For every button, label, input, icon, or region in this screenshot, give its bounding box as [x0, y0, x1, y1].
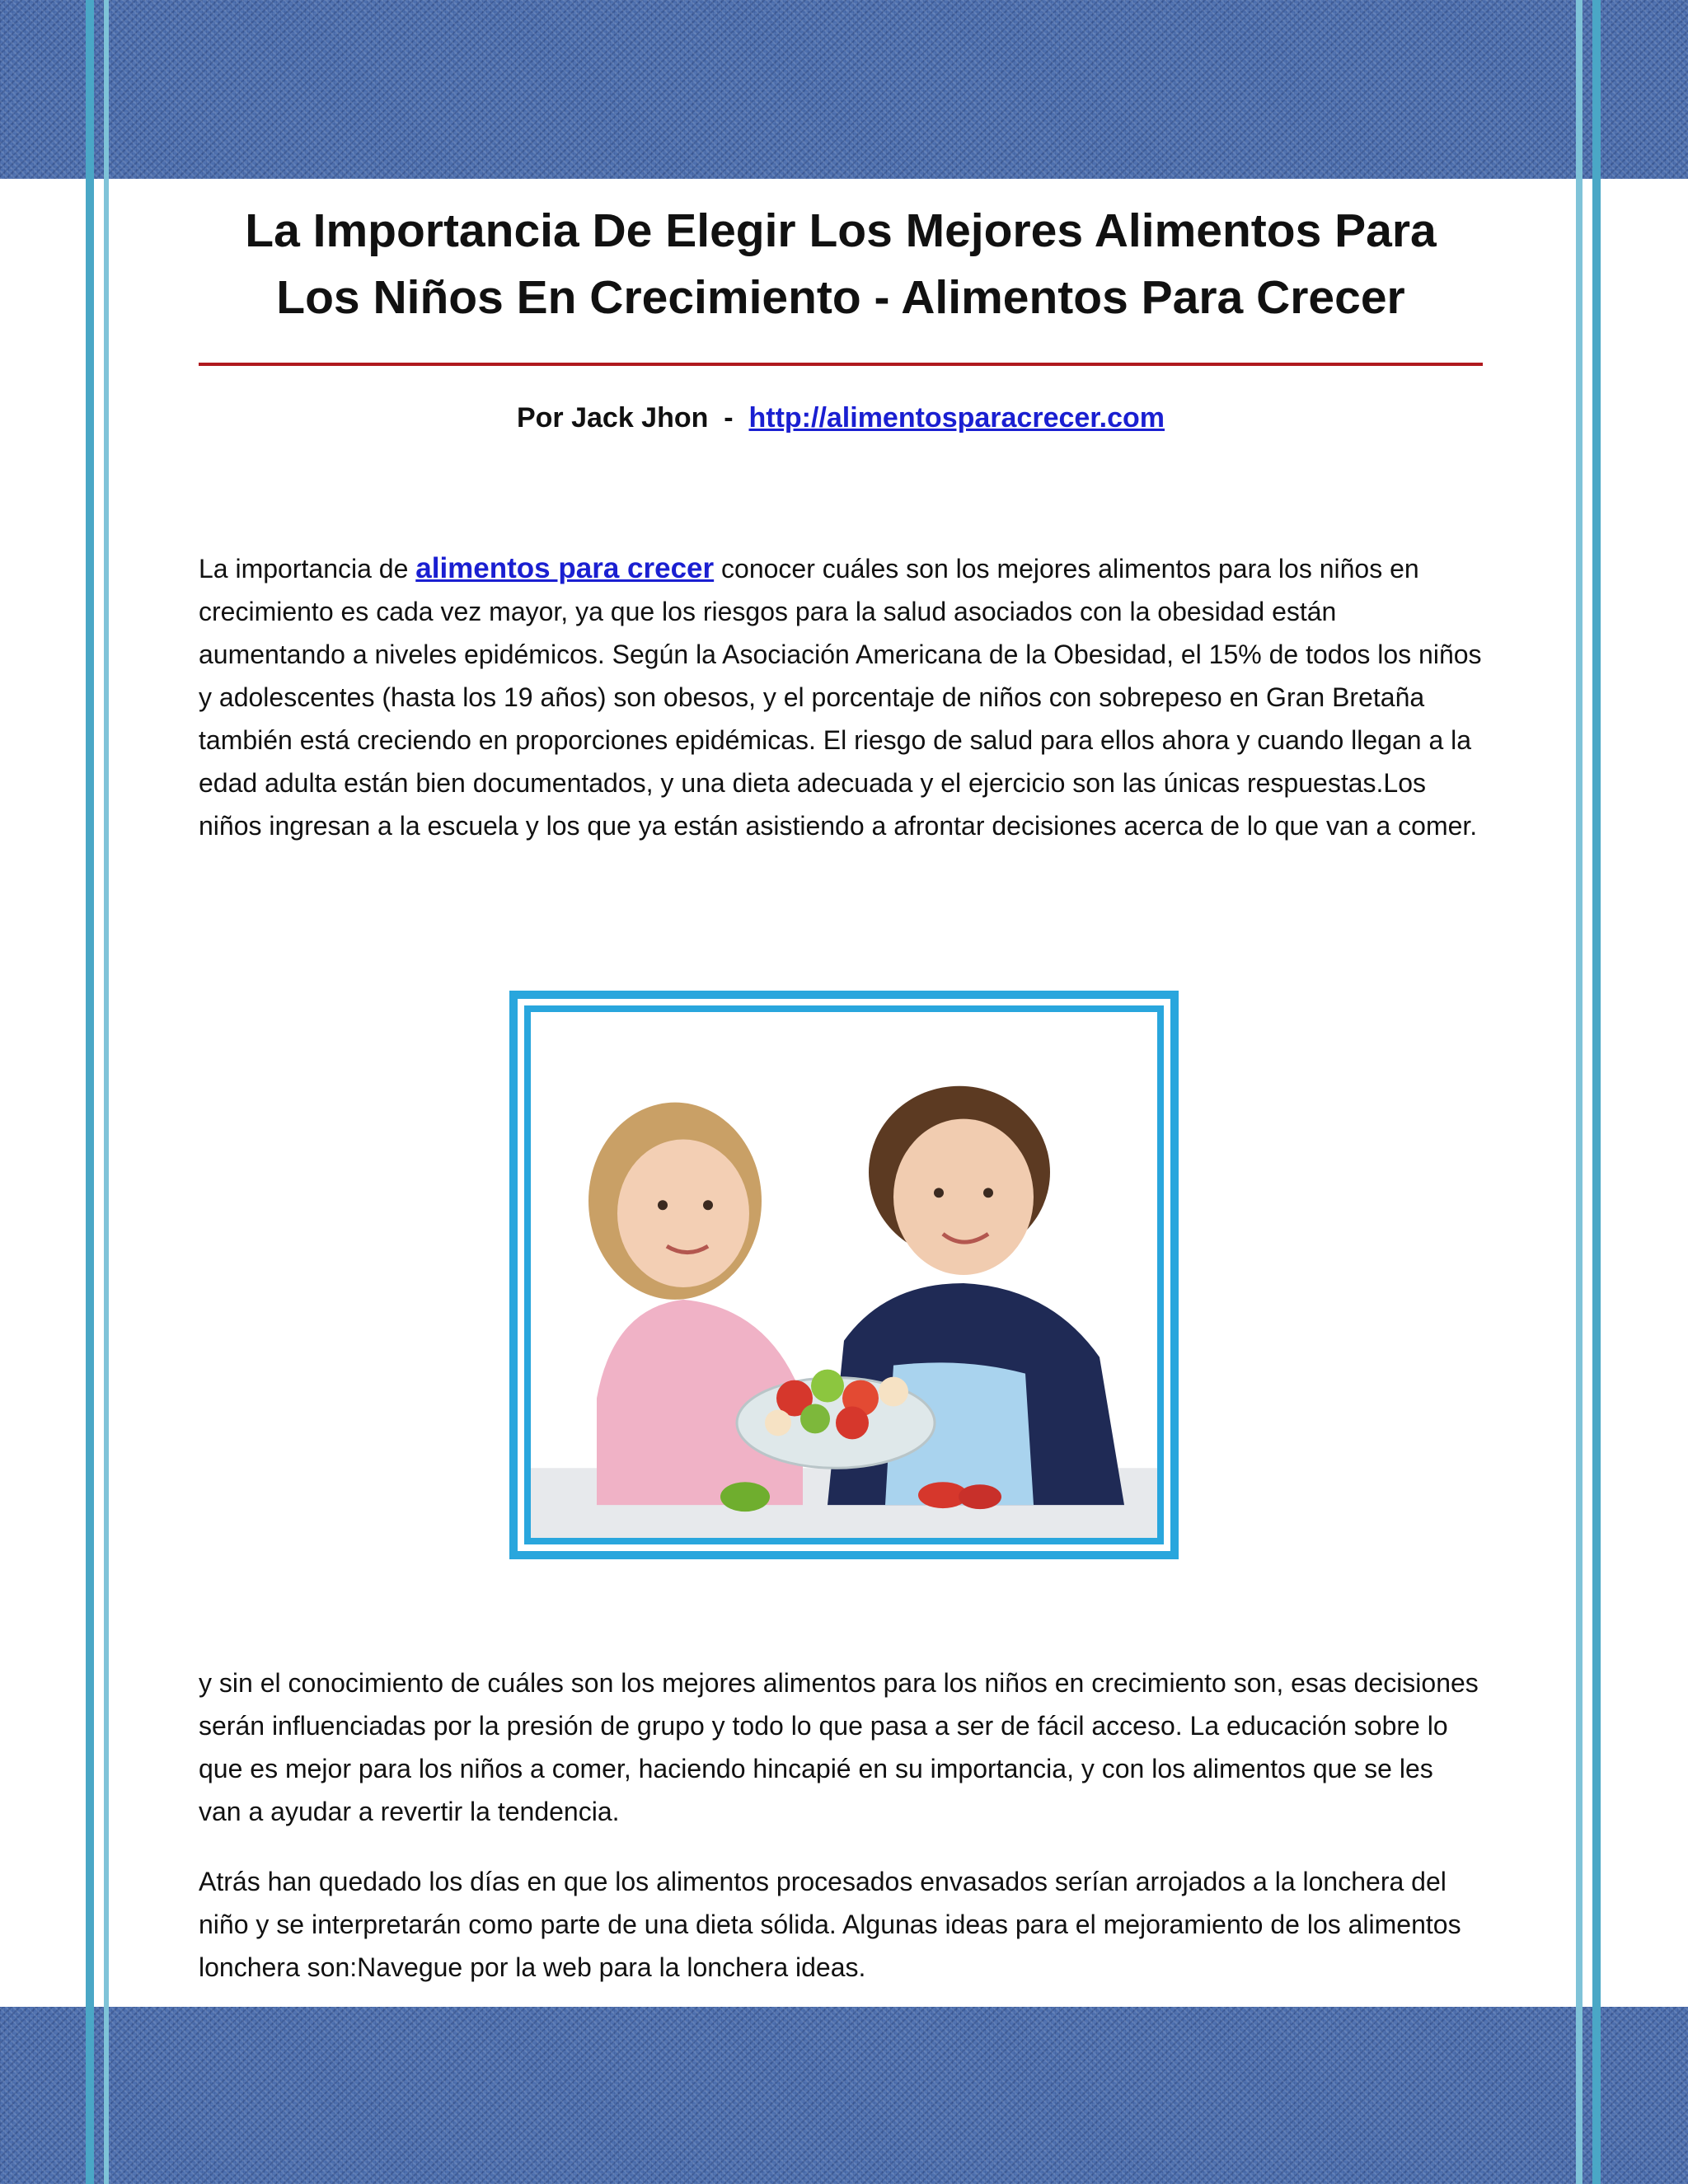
body-paragraph-3: Atrás han quedado los días en que los alimentos procesados envasados serían arrojados a la lonchera del niño y se interpretarán como parte de una dieta sólida. Algunas ideas para el mejoramiento de los alimentos lonchera son:Navegue por la web para la lonchera ideas.	[199, 1867, 1461, 1982]
byline-author: Por Jack Jhon -	[516, 402, 749, 434]
website-link[interactable]: http://alimentosparacrecer.com	[748, 402, 1165, 434]
byline	[199, 402, 1483, 434]
right-border-rule-inner	[1576, 0, 1582, 2184]
intro-text-start: La importancia de	[199, 554, 416, 583]
page-title: La Importancia De Elegir Los Mejores Alimentos Para Los Niños En Crecimiento - Alimentos Para Crecer	[245, 204, 1437, 324]
left-border-rule-inner	[104, 0, 109, 2184]
denim-header-band	[0, 0, 1688, 179]
denim-footer-band	[0, 2007, 1688, 2184]
left-border-rule	[86, 0, 94, 2184]
right-border-rule	[1592, 0, 1601, 2184]
intro-text-rest: conocer cuáles son los mejores alimentos para los niños en crecimiento es cada vez mayor, ya que los riesgos para la salud asociados con la obesidad están aumentando a niveles epidémicos. Según la Asociación Americana de la Obesidad, el 15% de todos los niños y adolescentes (hasta los 19 años) son obesos, y el porcentaje de niños con sobrepeso en Gran Bretaña también está creciendo en proporciones epidémicas. El riesgo de salud para ellos ahora y cuando llegan a la edad adulta están bien documentados, y una dieta adecuada y el ejercicio son las únicas respuestas.Los niños ingresan a la escuela y los que ya están asistiendo a afrontar decisiones acerca de lo que van a comer.	[199, 554, 1482, 841]
intro-paragraph	[199, 547, 1483, 847]
photo-frame	[509, 991, 1179, 1559]
children-eating-fruit-photo	[531, 1012, 1157, 1538]
body-paragraph-2: y sin el conocimiento de cuáles son los mejores alimentos para los niños en crecimiento son, esas decisiones serán influenciadas por la presión de grupo y todo lo que pasa a ser de fácil acceso. La educación sobre lo que es mejor para los niños a comer, haciendo hincapié en su importancia, y con los alimentos que se les van a ayudar a revertir la tendencia.	[199, 1668, 1479, 1826]
right-margin	[1606, 179, 1688, 2007]
left-margin	[0, 179, 82, 2007]
title-divider	[199, 363, 1483, 366]
alimentos-para-crecer-link[interactable]: alimentos para crecer	[415, 552, 715, 584]
